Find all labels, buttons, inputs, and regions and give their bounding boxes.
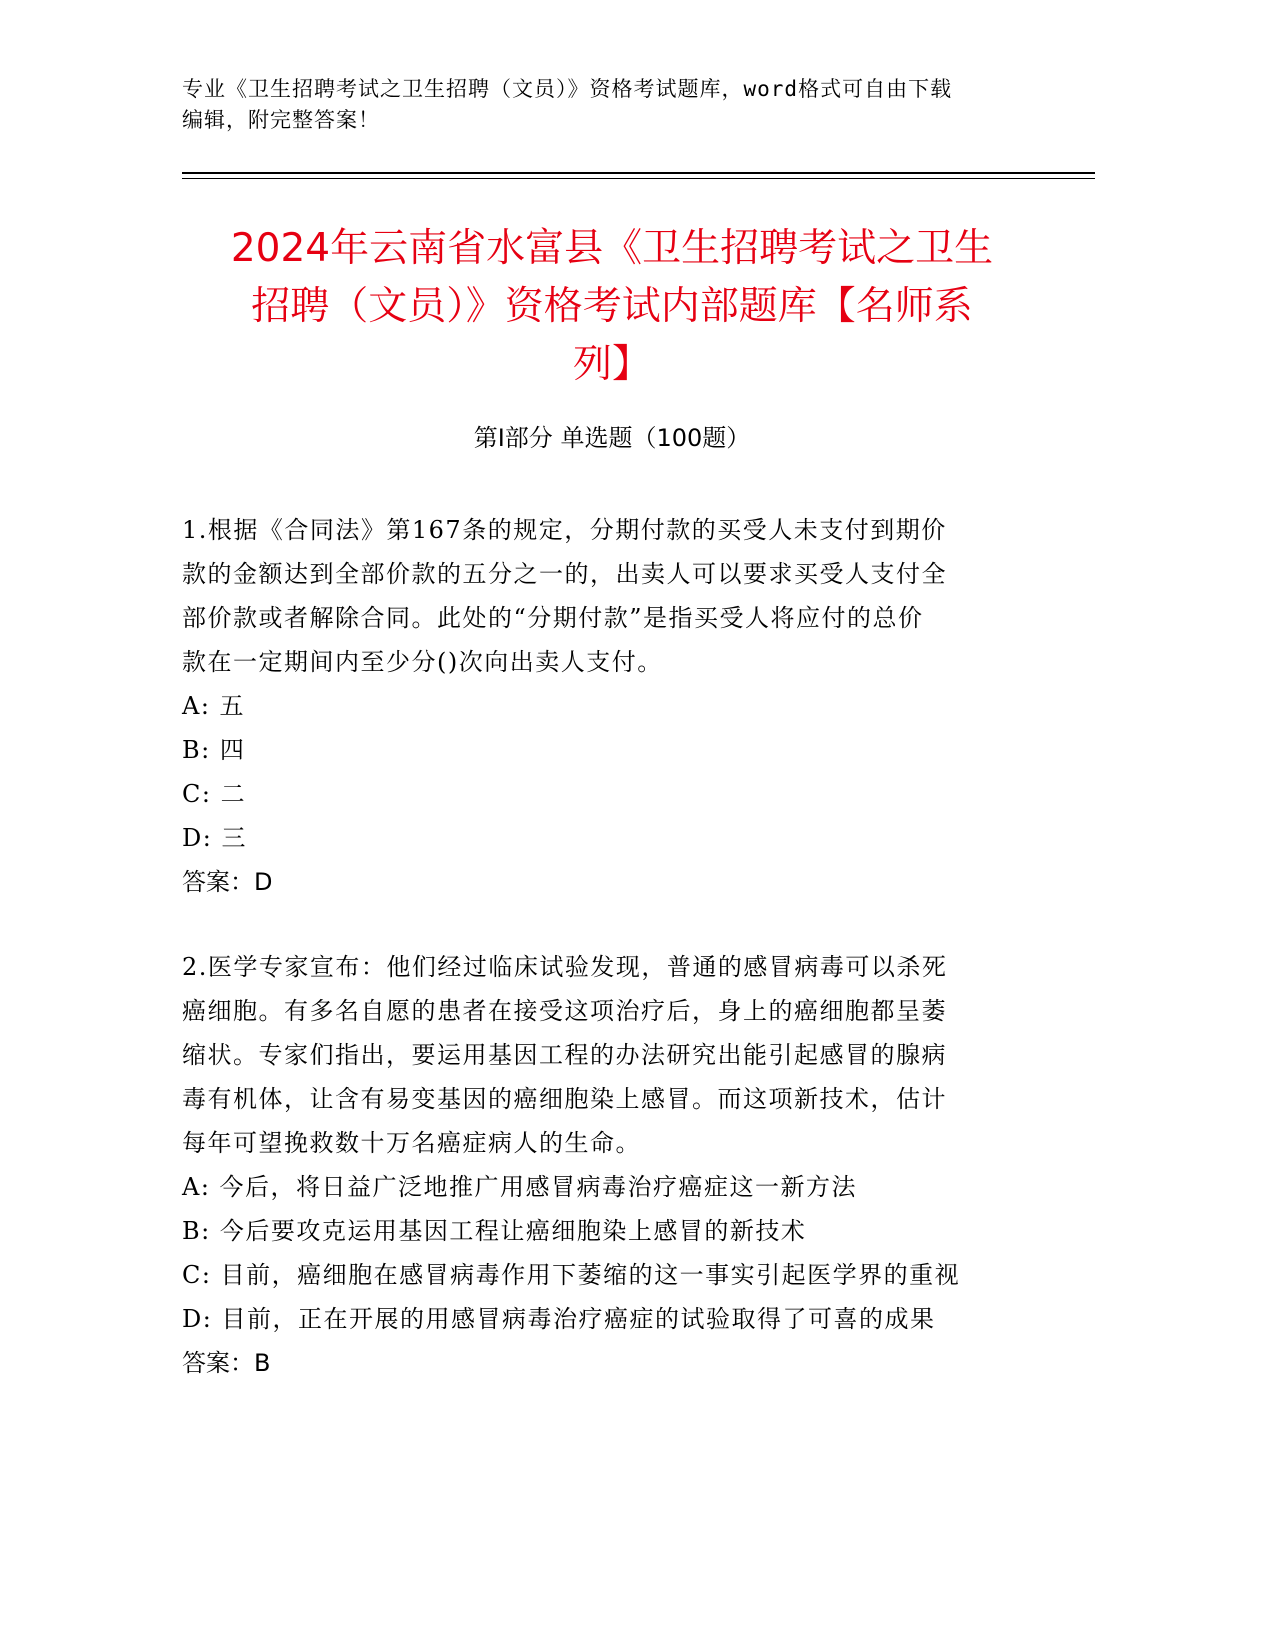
option-d: D: 三 [182,824,247,852]
answer-label: 答案：D [182,868,273,896]
option-a: A: 五 [182,692,246,720]
header-line-1: 专业《卫生招聘考试之卫生招聘（文员）》资格考试题库，word格式可自由下载 [182,77,953,101]
question-stem-line: 款的金额达到全部价款的五分之一的，出卖人可以要求买受人支付全 [182,560,947,588]
header-rule-thick [182,172,1095,174]
question-1 [182,508,1042,904]
option-b: B: 四 [182,736,246,764]
header-line-2: 编辑，附完整答案！ [182,108,380,132]
question-stem-line: 缩状。专家们指出，要运用基因工程的办法研究出能引起感冒的腺病 [182,1041,947,1069]
question-stem-line: 部价款或者解除合同。此处的“分期付款”是指买受人将应付的总价 [182,604,924,632]
option-c: C: 目前，癌细胞在感冒病毒作用下萎缩的这一事实引起医学界的重视 [182,1261,961,1289]
option-a: A: 今后，将日益广泛地推广用感冒病毒治疗癌症这一新方法 [182,1173,858,1201]
answer-label: 答案：B [182,1349,271,1377]
page-header [182,74,1042,136]
header-rule-thin [182,178,1095,179]
question-stem-line: 款在一定期间内至少分()次向出卖人支付。 [182,648,663,676]
option-d: D: 目前，正在开展的用感冒病毒治疗癌症的试验取得了可喜的成果 [182,1305,936,1333]
document-title [182,220,1042,394]
question-stem-line: 2.医学专家宣布：他们经过临床试验发现，普通的感冒病毒可以杀死 [182,953,948,981]
title-line-3: 列】 [572,342,651,387]
question-2 [182,945,1042,1385]
question-stem-line: 1.根据《合同法》第167条的规定，分期付款的买受人未支付到期价 [182,516,947,544]
question-stem-line: 毒有机体，让含有易变基因的癌细胞染上感冒。而这项新技术，估计 [182,1085,947,1113]
title-line-2: 招聘（文员）》资格考试内部题库【名师系 [251,284,973,329]
option-b: B: 今后要攻克运用基因工程让癌细胞染上感冒的新技术 [182,1217,807,1245]
question-stem-line: 癌细胞。有多名自愿的患者在接受这项治疗后，身上的癌细胞都呈萎 [182,997,947,1025]
question-stem-line: 每年可望挽救数十万名癌症病人的生命。 [182,1129,641,1157]
option-c: C: 二 [182,780,247,808]
section-heading: 第I部分 单选题（100题） [473,424,751,452]
title-line-1: 2024年云南省水富县《卫生招聘考试之卫生 [230,226,994,271]
